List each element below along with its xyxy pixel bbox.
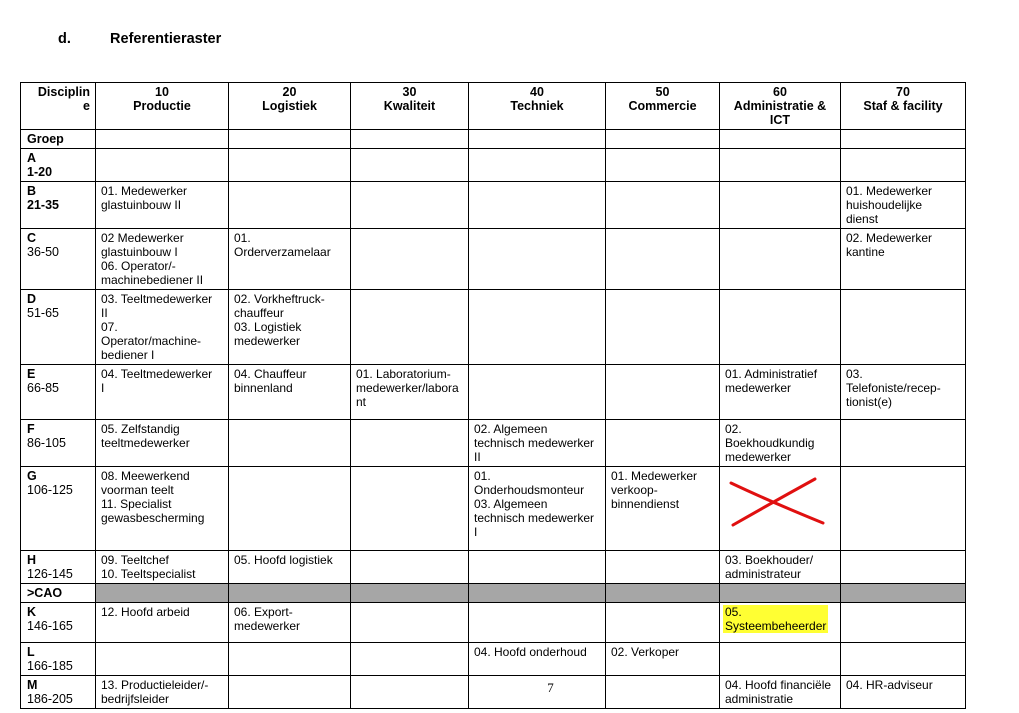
table-row [21,229,966,290]
cell-productie [96,130,229,149]
page-number: 7 [547,680,554,695]
job-title-line: I [474,525,478,539]
table-row [21,149,966,182]
job-title-line: 07. [101,320,118,334]
job-title-line: 06. Export- [234,605,293,619]
group-cell [21,229,96,290]
cell-kwaliteit [351,229,469,290]
job-title-line: 05. Hoofd logistiek [234,553,333,567]
cell-administratie-ict [720,182,841,229]
group-range: 66-85 [27,381,59,395]
cell-logistiek [229,420,351,467]
group-cell [21,467,96,551]
job-title-line: nt [356,395,367,409]
cell-commercie [606,551,720,584]
group-range: 146-165 [27,619,73,633]
table-row [21,584,966,603]
group-cell [21,584,96,603]
group-label: A [27,151,37,165]
job-title-line: 06. Operator/- [101,259,176,273]
cell-productie [96,229,229,290]
cell-kwaliteit [351,365,469,420]
job-title-line: 08. Meewerkend [101,469,190,483]
job-title-line: dienst [846,212,879,226]
discipline-header: Disciplin e [21,83,96,130]
cell-administratie-ict [720,130,841,149]
job-title-line: 03. [846,367,863,381]
cell-kwaliteit [351,467,469,551]
cell-kwaliteit [351,420,469,467]
cell-kwaliteit [351,643,469,676]
job-title-line: 03. Algemeen [474,497,548,511]
cell-logistiek [229,551,351,584]
cell-kwaliteit [351,182,469,229]
cell-kwaliteit [351,290,469,365]
group-label: F [27,422,35,436]
cell-commercie [606,229,720,290]
cell-logistiek [229,149,351,182]
cell-administratie-ict [720,290,841,365]
job-title-line: 04. Chauffeur [234,367,307,381]
table-row [21,551,966,584]
cell-commercie [606,365,720,420]
job-title-line: I [101,381,105,395]
cell-logistiek [229,130,351,149]
cell-logistiek [229,603,351,643]
cell-logistiek [229,365,351,420]
group-cell [21,420,96,467]
job-title-line: medewerker [234,334,301,348]
cell-administratie-ict [720,603,841,643]
section-heading [58,31,221,47]
job-title-line: 01. [234,231,251,245]
table-row [21,365,966,420]
job-title-line: bediener I [101,348,155,362]
cell-staf-facility [841,551,966,584]
cell-commercie [606,149,720,182]
job-title-line: 03. Teeltmedewerker [101,292,213,306]
group-label: M [27,678,38,692]
cell-techniek [469,643,606,676]
group-label: Groep [27,132,64,146]
cell-productie [96,603,229,643]
cell-kwaliteit [351,584,469,603]
cell-kwaliteit [351,130,469,149]
cell-staf-facility [841,229,966,290]
job-title-line: 04. Hoofd onderhoud [474,645,587,659]
table-row [21,130,966,149]
cell-administratie-ict [720,551,841,584]
cell-administratie-ict [720,365,841,420]
job-title-line: 13. Productieleider/- [101,678,209,692]
cell-productie [96,182,229,229]
job-title-line: administrateur [725,567,802,581]
group-range: 126-145 [27,567,73,581]
job-title-line: 02 Medewerker [101,231,184,245]
highlight-marker [723,605,828,633]
cell-techniek [469,420,606,467]
column-header-commercie: 50 Commercie [606,83,720,130]
job-title-line: administratie [725,692,794,706]
group-cell [21,290,96,365]
group-range: 1-20 [27,165,53,179]
cell-administratie-ict [720,584,841,603]
job-title-line: medewerker [234,619,301,633]
job-title-line: Systeembeheerder [725,619,827,633]
job-title-line: 04. HR-adviseur [846,678,933,692]
cell-administratie-ict [720,229,841,290]
cell-logistiek [229,290,351,365]
job-title-line: Telefoniste/recep- [846,381,941,395]
job-title-line: 01. Medewerker [611,469,698,483]
job-title-line: 05. [725,605,742,619]
column-header-administratie-ict: 60 Administratie & ICT [720,83,841,130]
job-title-line: glastuinbouw II [101,198,182,212]
cell-staf-facility [841,420,966,467]
table-row [21,603,966,643]
group-label: K [27,605,37,619]
group-label: >CAO [27,586,63,600]
job-title-line: Onderhoudsmonteur [474,483,585,497]
group-range: 21-35 [27,198,59,212]
column-header-techniek: 40 Techniek [469,83,606,130]
job-title-line: glastuinbouw I [101,245,178,259]
job-title-line: gewasbescherming [101,511,205,525]
job-title-line: huishoudelijke [846,198,923,212]
group-cell [21,365,96,420]
job-title-line: technisch medewerker [474,511,595,525]
job-title-line: 02. Vorkheftruck- [234,292,325,306]
group-range: 106-125 [27,483,73,497]
cell-kwaliteit [351,551,469,584]
group-cell [21,149,96,182]
group-cell [21,643,96,676]
cell-staf-facility [841,149,966,182]
job-title-line: 01. Laboratorium- [356,367,451,381]
cell-staf-facility [841,130,966,149]
job-title-line: 02. Medewerker [846,231,933,245]
cell-productie [96,467,229,551]
cell-productie [96,420,229,467]
column-header-staf-facility: 70 Staf & facility [841,83,966,130]
cell-commercie [606,130,720,149]
job-title-line: medewerker/labora [356,381,459,395]
job-title-line: tionist(e) [846,395,893,409]
cell-commercie [606,420,720,467]
cell-productie [96,584,229,603]
job-title-line: teeltmedewerker [101,436,190,450]
cell-techniek [469,365,606,420]
group-cell [21,603,96,643]
table-row [21,467,966,551]
column-header-kwaliteit: 30 Kwaliteit [351,83,469,130]
cell-administratie-ict [720,149,841,182]
group-cell [21,551,96,584]
table-row [21,182,966,229]
table-row [21,643,966,676]
cell-commercie [606,467,720,551]
group-label: G [27,469,37,483]
job-title-line: 12. Hoofd arbeid [101,605,190,619]
cell-commercie [606,584,720,603]
group-range: 86-105 [27,436,66,450]
cell-techniek [469,584,606,603]
job-title-line: 04. Teeltmedewerker [101,367,213,381]
job-title-line: Boekhoudkundig [725,436,815,450]
cell-techniek [469,149,606,182]
job-title-line: bedrijfsleider [101,692,170,706]
group-label: C [27,231,37,245]
cell-commercie [606,182,720,229]
cell-staf-facility [841,603,966,643]
job-title-line: machinebediener II [101,273,204,287]
group-range: 186-205 [27,692,73,706]
grid-body [21,130,966,709]
job-title-line: verkoop- [611,483,658,497]
cell-kwaliteit [351,603,469,643]
column-header-logistiek: 20 Logistiek [229,83,351,130]
job-title-line: 01. [474,469,491,483]
job-title-line: medewerker [725,450,792,464]
group-label: D [27,292,37,306]
cell-logistiek [229,229,351,290]
cell-staf-facility [841,467,966,551]
job-title-line: chauffeur [234,306,284,320]
cell-productie [96,290,229,365]
job-title-line: 10. Teeltspecialist [101,567,196,581]
cell-techniek [469,290,606,365]
cell-logistiek [229,182,351,229]
red-cross-mark-icon [729,475,829,531]
group-label: L [27,645,35,659]
cell-logistiek [229,643,351,676]
job-title-line: Orderverzamelaar [234,245,331,259]
job-title-line: II [101,306,108,320]
job-title-line: 11. Specialist [101,497,172,511]
cell-commercie [606,643,720,676]
column-header-productie: 10 Productie [96,83,229,130]
section-title: Referentieraster [110,31,222,47]
group-label: B [27,184,37,198]
job-title-line: 04. Hoofd financiële [725,678,832,692]
job-title-line: technisch medewerker [474,436,595,450]
cell-techniek [469,467,606,551]
job-title-line: 02. [725,422,742,436]
table-row [21,420,966,467]
group-label: H [27,553,37,567]
job-title-line: binnendienst [611,497,680,511]
cell-productie [96,551,229,584]
group-range: 166-185 [27,659,73,673]
job-title-line: 02. Verkoper [611,645,680,659]
job-title-line: 01. Administratief [725,367,818,381]
group-label: E [27,367,36,381]
cell-staf-facility [841,584,966,603]
group-range: 51-65 [27,306,59,320]
job-title-line: voorman teelt [101,483,174,497]
cell-techniek [469,551,606,584]
job-title-line: 03. Logistiek [234,320,302,334]
job-title-line: 09. Teeltchef [101,553,169,567]
cell-administratie-ict [720,467,841,551]
cell-techniek [469,130,606,149]
job-title-line: binnenland [234,381,293,395]
job-title-line: 03. Boekhouder/ [725,553,814,567]
job-title-line: 01. Medewerker [101,184,188,198]
section-letter: d. [58,31,71,47]
cell-administratie-ict [720,420,841,467]
cell-logistiek [229,584,351,603]
cell-productie [96,149,229,182]
job-title-line: 05. Zelfstandig [101,422,180,436]
group-cell [21,182,96,229]
cell-techniek [469,229,606,290]
cell-techniek [469,603,606,643]
group-range: 36-50 [27,245,59,259]
job-title-line: kantine [846,245,885,259]
group-cell [21,130,96,149]
cell-administratie-ict [720,643,841,676]
cell-staf-facility [841,182,966,229]
cell-productie [96,365,229,420]
cell-techniek [469,182,606,229]
reference-grid-table [20,82,966,709]
cell-commercie [606,290,720,365]
cell-staf-facility [841,643,966,676]
cell-staf-facility [841,365,966,420]
job-title-line: 01. Medewerker [846,184,933,198]
cell-productie [96,643,229,676]
cell-logistiek [229,467,351,551]
cell-kwaliteit [351,149,469,182]
cell-staf-facility [841,290,966,365]
job-title-line: medewerker [725,381,792,395]
job-title-line: Operator/machine- [101,334,202,348]
job-title-line: 02. Algemeen [474,422,548,436]
job-title-line: II [474,450,481,464]
table-row [21,290,966,365]
cell-commercie [606,603,720,643]
